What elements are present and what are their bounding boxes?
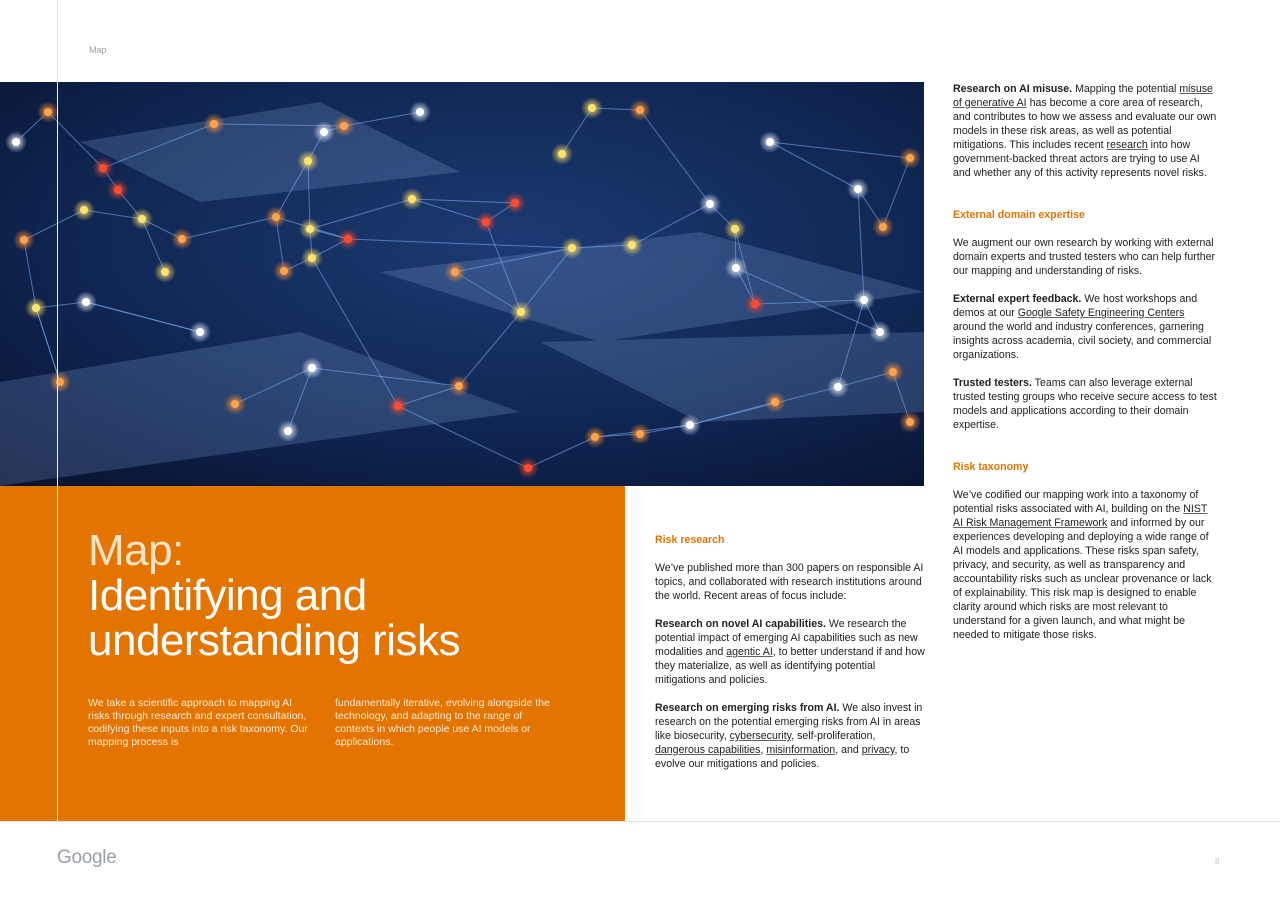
text-run: , and: [835, 744, 862, 756]
text-run: Mapping the potential: [1072, 83, 1180, 95]
network-node: [272, 213, 280, 221]
network-nodes-illustration: [0, 82, 924, 486]
expert-feedback-paragraph: [953, 292, 1218, 362]
network-node: [210, 120, 218, 128]
risk-research-column: [655, 533, 925, 771]
emerging-risks-lead: Research on emerging risks from AI.: [655, 702, 840, 714]
safety-engineering-centers-link[interactable]: Google Safety Engineering Centers: [1017, 307, 1185, 319]
network-node: [284, 427, 292, 435]
text-run: We host workshops and demos at our: [953, 293, 1198, 319]
network-node: [455, 382, 463, 390]
network-node: [80, 206, 88, 214]
network-node: [771, 398, 779, 406]
network-node: [731, 225, 739, 233]
network-node: [451, 268, 459, 276]
network-node: [82, 298, 90, 306]
network-node: [636, 430, 644, 438]
margin-rule-panel: [57, 486, 58, 821]
network-node: [766, 138, 774, 146]
emerging-risks-paragraph: [655, 701, 925, 771]
text-run: , to evolve our mitigations and policies.: [655, 744, 910, 770]
text-run: has become a core area of research, and contributes to how we assess and evaluate our own models in these risk areas, as well as potential mitigations. This includes recent: [953, 97, 1217, 151]
trusted-testers-paragraph: [953, 376, 1218, 432]
network-node: [304, 157, 312, 165]
external-expertise-heading: External domain expertise: [953, 209, 1085, 221]
network-node: [344, 235, 352, 243]
network-node: [686, 421, 694, 429]
novel-capabilities-lead: Research on novel AI capabilities.: [655, 618, 826, 630]
network-node: [636, 106, 644, 114]
network-node: [706, 200, 714, 208]
intro-column-1: We take a scientific approach to mapping AI risks through research and expert consultation, codifying these inputs into a risk taxonomy. Our mapping process is: [88, 697, 308, 748]
network-node: [517, 308, 525, 316]
network-node: [876, 328, 884, 336]
network-node: [12, 138, 20, 146]
network-node: [114, 186, 122, 194]
research-link[interactable]: research: [1106, 139, 1148, 151]
page-number: 8: [1215, 857, 1220, 866]
network-node: [416, 108, 424, 116]
text-run: , self-proliferation,: [791, 730, 876, 742]
network-nodes-image: [0, 82, 924, 486]
risk-taxonomy-heading: Risk taxonomy: [953, 461, 1029, 473]
page-title: [88, 528, 608, 663]
expert-feedback-lead: External expert feedback.: [953, 293, 1082, 305]
network-node: [751, 300, 759, 308]
network-node: [320, 128, 328, 136]
text-run: and informed by our experiences developing and deploying a wide range of AI models and applications. These risks span safety, privacy, and security, as well as transparency and accountability risks such as unclear provenance or lack of explainability. This risk map is designed to enable clarity around which risks are most relevant to understand for a given launch, and what might be needed to mitigate those risks.: [953, 517, 1212, 641]
network-node: [628, 241, 636, 249]
network-node: [591, 433, 599, 441]
network-node: [906, 418, 914, 426]
intro-column-2: fundamentally iterative, evolving alongside the technology, and adapting to the range of contexts in which people use AI models or applications.: [335, 697, 550, 748]
text-run: We also invest in research on the potential emerging risks from AI in areas like biosecurity,: [655, 702, 923, 742]
network-node: [568, 244, 576, 252]
external-expertise-intro: We augment our own research by working with external domain experts and trusted testers who can help further our mapping and understanding of risks.: [953, 237, 1216, 277]
text-run: Teams can also leverage external trusted testing groups who receive secure access to test models and applications according to their domain expertise.: [953, 377, 1217, 431]
network-node: [196, 328, 204, 336]
network-node: [889, 368, 897, 376]
network-node: [231, 400, 239, 408]
text-run: , to better understand if and how they materialize, as well as identifying potential mitigations and policies.: [655, 646, 925, 686]
network-node: [588, 104, 596, 112]
cybersecurity-link[interactable]: cybersecurity: [729, 730, 792, 742]
risk-taxonomy-paragraph: [953, 488, 1218, 642]
network-node: [306, 225, 314, 233]
agentic-ai-link[interactable]: agentic AI: [726, 646, 773, 658]
title-line-3: understanding risks: [88, 616, 461, 665]
trusted-testers-lead: Trusted testers.: [953, 377, 1032, 389]
text-run: We’ve codified our mapping work into a taxonomy of potential risks associated with AI, building on the: [953, 489, 1199, 515]
network-node: [99, 164, 107, 172]
network-node: [524, 464, 532, 472]
novel-capabilities-paragraph: [655, 617, 925, 687]
network-node: [860, 296, 868, 304]
ai-misuse-paragraph: [953, 82, 1218, 180]
network-node: [32, 304, 40, 312]
network-node: [161, 268, 169, 276]
network-node: [854, 185, 862, 193]
risk-research-intro: We’ve published more than 300 papers on responsible AI topics, and collaborated with research institutions around the world. Recent areas of focus include:: [655, 562, 924, 602]
google-logo: Google: [57, 847, 117, 868]
network-node: [511, 199, 519, 207]
misinformation-link[interactable]: misinformation: [766, 744, 836, 756]
network-node: [408, 195, 416, 203]
dangerous-capabilities-link[interactable]: dangerous capabilities: [655, 744, 761, 756]
network-node: [340, 122, 348, 130]
right-column: [953, 82, 1218, 642]
network-node: [394, 402, 402, 410]
risk-research-heading: Risk research: [655, 534, 725, 546]
network-node: [482, 218, 490, 226]
footer-divider: [0, 821, 1280, 822]
network-node: [280, 267, 288, 275]
network-node: [20, 236, 28, 244]
network-node: [834, 383, 842, 391]
text-run: around the world and industry conferences, garnering insights across academia, civil society, and commercial organizations.: [953, 321, 1212, 361]
network-node: [732, 264, 740, 272]
privacy-link[interactable]: privacy: [861, 744, 895, 756]
network-node: [308, 364, 316, 372]
network-node: [44, 108, 52, 116]
network-node: [178, 235, 186, 243]
title-line-1: Map:: [88, 526, 184, 575]
network-node: [558, 150, 566, 158]
network-node: [138, 215, 146, 223]
text-run: into how government-backed threat actors are trying to use AI and whether any of this activity represents novel risks.: [953, 139, 1207, 179]
misuse-of-generative-ai-link[interactable]: misuse of generative AI: [953, 83, 1213, 109]
section-label: Map: [89, 45, 107, 55]
text-run: We research the potential impact of emerging AI capabilities such as new modalities and: [655, 618, 918, 658]
network-node: [879, 223, 887, 231]
nist-framework-link[interactable]: NIST AI Risk Management Framework: [953, 503, 1208, 529]
network-node: [308, 254, 316, 262]
margin-rule-overlay: [57, 82, 58, 486]
network-node: [906, 154, 914, 162]
ai-misuse-lead: Research on AI misuse.: [953, 83, 1073, 95]
title-line-2: Identifying and: [88, 571, 367, 620]
text-run: ,: [760, 744, 767, 756]
